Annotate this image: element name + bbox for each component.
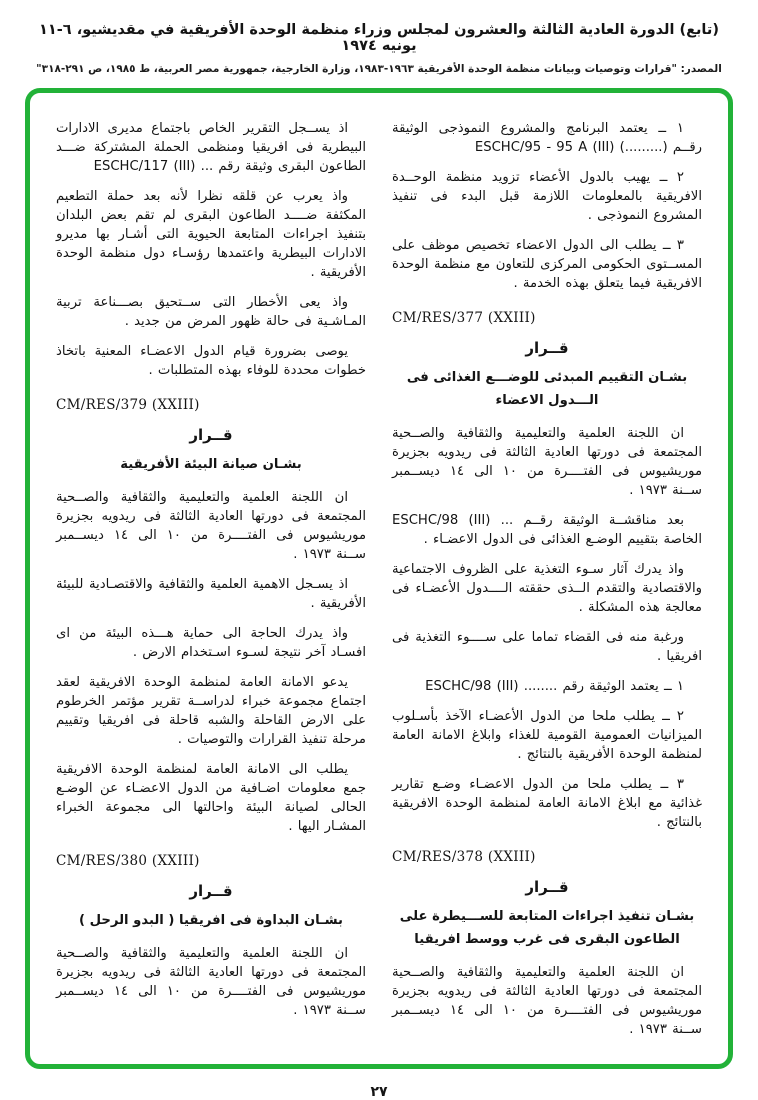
resolution-paragraph: اذ يسـجل الاهمية العلمية والثقافية والاقتصـادية للبيئة الأفريقية . bbox=[56, 577, 366, 612]
resolution-paragraph: واذ يعرب عن قلقه نظرا لأنه بعد حملة التطعيم المكثفة ضــــد الطاعون البقرى لم تقم بعض البلدان بتنفيذ اجراءات المتابعة الحيوية التى أشـار بها مديرو الادارات البيطرية واعتمدها رؤسـاء دول منظمة الوحدة الأفريقية . bbox=[56, 189, 366, 280]
resolution-paragraph: ورغبة منه فى القضاء تماما على ســــوء التغذية فى افريقيا . bbox=[392, 630, 702, 665]
resolution-paragraph: واذ يدرك الحاجة الى حماية هـــذه البيئة من اى افسـاد آخر نتيجة لسـوء اسـتخدام الارض . bbox=[56, 626, 366, 661]
resolution-title: قــرار bbox=[189, 882, 233, 901]
page-number: ٢٧ bbox=[370, 1084, 388, 1100]
doc-ref: CM/RES/377 (XXIII) bbox=[392, 310, 536, 326]
resolution-paragraph: يدعو الامانة العامة لمنظمة الوحدة الافريقية لعقد اجتماع مجموعة خبراء لدراســة تقرير مؤتمر الخرطوم على الارض القاحلة والشبه قاحلة فى افريقيا وتقييم مرحلة تنفيذ القرارات والتوصيات . bbox=[56, 675, 366, 748]
column-right bbox=[392, 119, 702, 1050]
resolution-paragraph: ان اللجنة العلمية والتعليمية والثقافية والصــحية المجتمعة فى دورتها العادية الثالثة فى ريدويه بجزيرة موريشيوس فى الفتــــرة من ١٠ الى ١٤ ديســمبر ســنة ١٩٧٣ . bbox=[56, 946, 367, 1019]
page-header bbox=[25, 22, 733, 75]
page-footer bbox=[25, 1084, 733, 1100]
resolution-paragraph: ٢ ــ يهيب بالدول الأعضاء تزويد منظمة الوحــدة الافريقية بالمعلومات اللازمة قبل البدء فى تنفيذ المشروع النموذجى . bbox=[392, 170, 702, 223]
doc-ref: CM/RES/379 (XXIII) bbox=[56, 397, 200, 413]
source-citation: المصدر: "قرارات وتوصيات وبيانات منظمة الوحدة الأفريقية ١٩٦٣-١٩٨٣، وزارة الخارجية، جمهورية مصر العربية، ط ١٩٨٥، ص ٢٩١-٣١٨" bbox=[36, 63, 722, 75]
resolution-subtitle: بشـان صيانة البيئة الأفريقية bbox=[120, 457, 302, 472]
resolution-title: قــرار bbox=[525, 339, 569, 357]
resolution-paragraph: بعد مناقشــة الوثيقة رقــم ... ESCHC/98 (III) الخاصة بتقييم الوضـع الغذائى فى الدول الاعضـاء . bbox=[392, 513, 702, 548]
resolution-paragraph: يطلب الى الامانة العامة لمنظمة الوحدة الافريقية جمع معلومات اضـافية من الدول الاعضـاء عن الوضـع الحالى لصيانة البيئة واحالتها الى مجموعة الخبراء المشـار اليها . bbox=[56, 762, 366, 835]
resolution-subtitle: بشـان البداوة فى افريقيا ( البدو الرحل ) bbox=[79, 913, 343, 929]
resolution-paragraph: ٣ ــ يطلب ملحا من الدول الاعضـاء وضـع تقارير غذائية مع ابلاغ الامانة العامة لمنظمة الوحدة الافريقية بالنتائج . bbox=[392, 777, 702, 831]
resolution-paragraph: اذ يســجل التقرير الخاص باجتماع مديرى الادارات البيطرية فى افريقيا ومنظمى الحملة المشتركة ضـــد الطاعون البقرى وثيقة رقم ... ESCHC/117 (III) bbox=[56, 121, 366, 174]
resolution-paragraph: واذ يدرك آثار سـوء التغذية على الظروف الاجتماعية والاقتصادية والتقدم الــذى حققته الــــدول الأعضـاء فى معالجة هذه المشكلة . bbox=[392, 562, 702, 616]
resolution-paragraph: ٢ ــ يطلب ملحا من الدول الأعضـاء الآخذ بأسـلوب الميزانيات العمومية القومية للغذاء وابلاغ الامانة العامة لمنظمة الوحدة الأفريقية بالنتائج . bbox=[392, 709, 702, 763]
resolution-subtitle: بشـان التقييم المبدئى للوضـــع الغذائى فى الـــدول الاعضاء bbox=[406, 370, 688, 409]
resolution-title: قــرار bbox=[189, 426, 233, 444]
resolution-paragraph: واذ يعى الأخطار التى ســتحيق بصـــناعة تربية المـاشـية فى حالة ظهور المرض من جديد . bbox=[56, 295, 366, 329]
resolution-paragraph: ١ ــ يعتمد البرنامج والمشروع النموذجى الوثيقة رقــم (.........) ESCHC/95 - 95 A (III) bbox=[392, 121, 702, 155]
green-border-box bbox=[25, 88, 733, 1069]
resolution-subtitle: بشـان تنفيذ اجراءات المتابعة للســـيطرة على الطاعون البقرى فى غرب ووسط افريقيا bbox=[399, 909, 695, 948]
resolution-paragraph: ٣ ــ يطلب الى الدول الاعضاء تخصيص موظف على المســتوى الحكومى المركزى للتعاون مع منظمة الوحدة الافريقية فيما يتعلق بهذه الخدمة . bbox=[392, 238, 702, 291]
doc-ref: CM/RES/380 (XXIII) bbox=[56, 853, 200, 870]
resolution-title: قــرار bbox=[525, 878, 569, 897]
resolution-paragraph: ان اللجنة العلمية والتعليمية والثقافية والصــحية المجتمعة فى دورتها العادية الثالثة فى ريدويه بجزيرة موريشيوس فى الفتــــرة من ١٠ الى ١٤ ديســمبر ســنة ١٩٧٣ . bbox=[392, 965, 703, 1038]
column-left bbox=[56, 119, 366, 1050]
resolution-paragraph: ١ ــ يعتمد الوثيقة رقم ........ ESCHC/98 (III) bbox=[425, 679, 684, 695]
resolution-paragraph: ان اللجنة العلمية والتعليمية والثقافية والصــحية المجتمعة فى دورتها العادية الثالثة فى ريدويه بجزيرة موريشيوس فى الفتــــرة من ١٠ الى ١٤ ديســمبر ســنة ١٩٧٣ . bbox=[392, 426, 703, 499]
doc-ref: CM/RES/378 (XXIII) bbox=[392, 849, 536, 866]
session-title: (تابع) الدورة العادية الثالثة والعشرون لمجلس وزراء منظمة الوحدة الأفريقية في مقديشيو، ٦-١١ يونيه ١٩٧٤ bbox=[39, 22, 719, 54]
resolution-paragraph: ان اللجنة العلمية والتعليمية والثقافية والصــحية المجتمعة فى دورتها العادية الثالثة فى ريدويه بجزيرة موريشيوس فى الفتــــرة من ١٠ الى ١٤ ديســمبر ســنة ١٩٧٣ . bbox=[56, 490, 367, 563]
resolution-paragraph: يوصى بضرورة قيام الدول الاعضـاء المعنية باتخاذ خطوات محددة للوفاء بهذه المتطلبات . bbox=[56, 344, 366, 378]
